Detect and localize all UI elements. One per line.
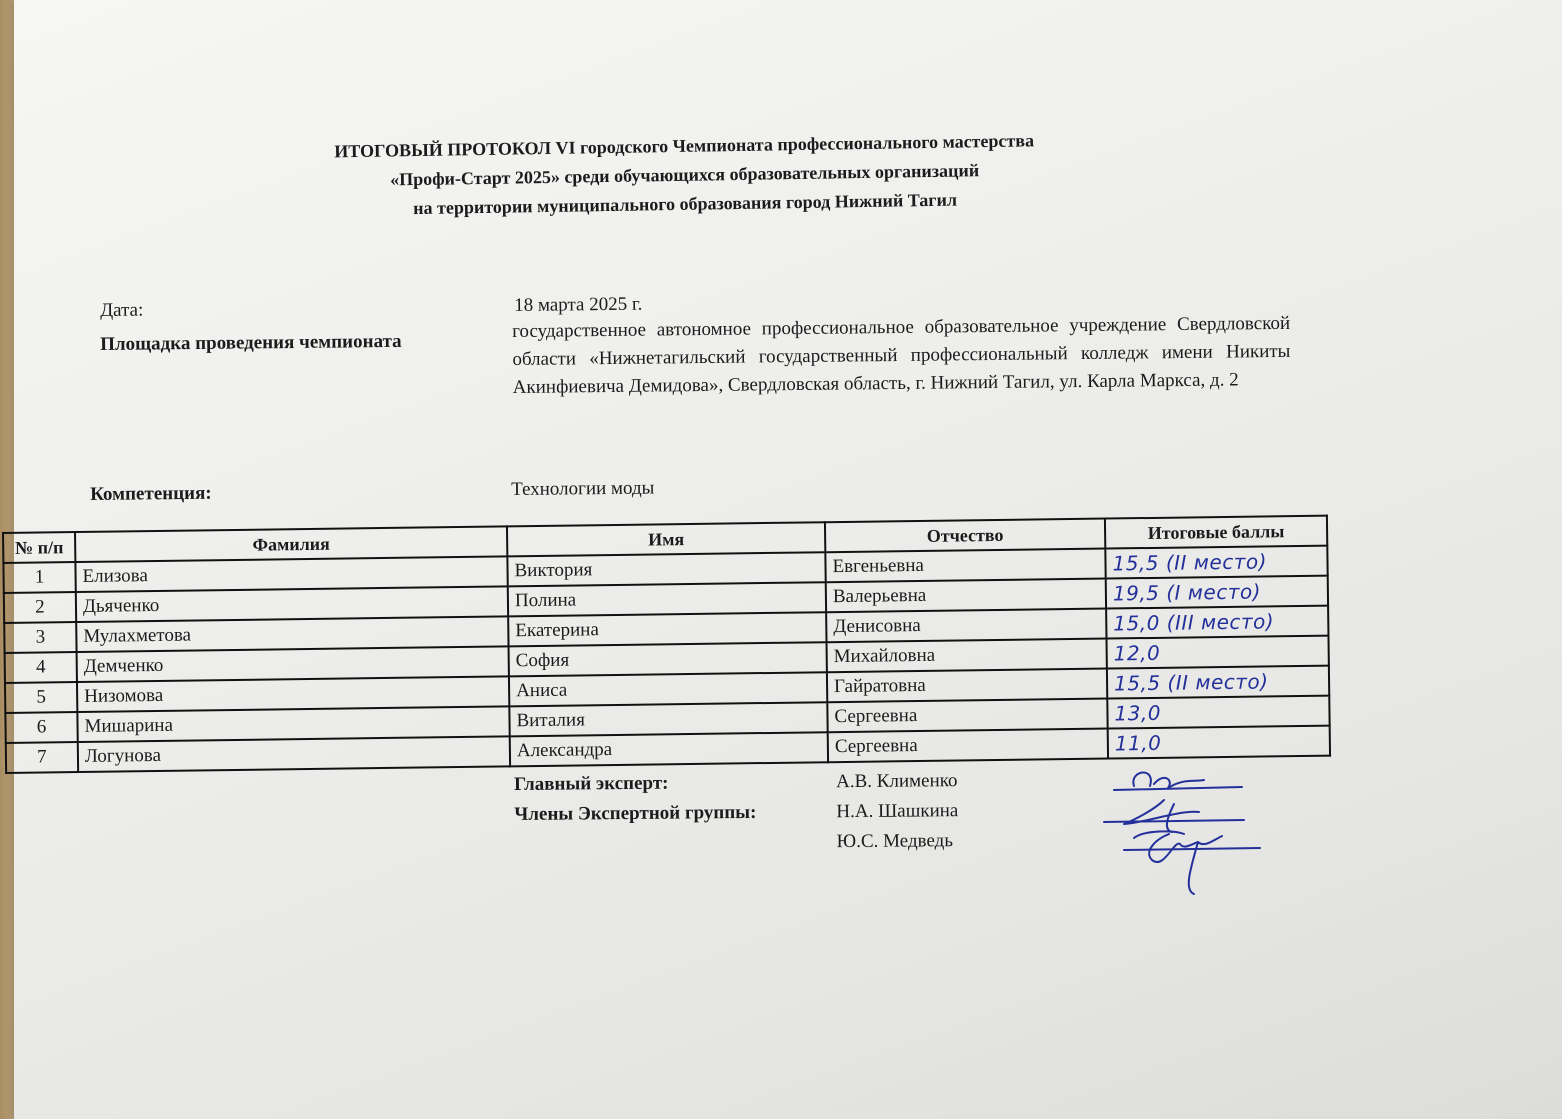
row-number: 2 [4, 592, 76, 623]
row-number: 5 [5, 682, 77, 713]
competence-value: Технологии моды [511, 477, 655, 500]
row-patronymic: Сергеевна [828, 729, 1108, 763]
signature-line-1 [1114, 787, 1242, 790]
row-surname: Елизова [75, 556, 507, 592]
header-surname: Фамилия [75, 526, 507, 562]
handwritten-signatures [1094, 760, 1294, 910]
header-name: Имя [507, 522, 825, 556]
results-table [2, 515, 1331, 774]
title-line-3: на территории муниципального образования город Нижний Тагил [412, 189, 958, 219]
members-row [514, 796, 958, 830]
document-title [164, 124, 1205, 227]
row-number: 1 [3, 562, 75, 593]
date-label: Дата: [100, 299, 144, 321]
title-line-1: ИТОГОВЫЙ ПРОТОКОЛ VI городского Чемпионата профессионального мастерства [334, 130, 1035, 162]
row-score: 11,0 [1108, 726, 1330, 759]
chief-expert-name: А.В. Клименко [836, 770, 958, 793]
chief-expert-label: Главный эксперт: [514, 772, 669, 795]
row-patronymic: Гайратовна [827, 669, 1107, 703]
row-name: Аниса [509, 672, 827, 706]
date-value: 18 марта 2025 г. [514, 293, 643, 316]
row-patronymic: Михайловна [827, 639, 1107, 673]
row-score: 15,5 (II место) [1107, 666, 1329, 699]
row-score: 15,0 (III место) [1106, 606, 1328, 639]
row-name: Екатерина [508, 612, 826, 646]
row-number: 7 [6, 742, 78, 773]
signature-line-3 [1124, 848, 1260, 850]
header-score: Итоговые баллы [1105, 516, 1327, 549]
experts-block [514, 766, 959, 860]
members-row-2 [515, 826, 959, 860]
header-patronymic: Отчество [825, 519, 1105, 553]
signature-chief [1133, 772, 1204, 788]
row-surname: Мулахметова [76, 616, 508, 652]
row-score: 19,5 (I место) [1106, 576, 1328, 609]
row-name: Виктория [507, 552, 825, 586]
row-surname: Низомова [77, 676, 509, 712]
signature-member-1 [1124, 800, 1199, 832]
row-score: 15,5 (II место) [1105, 546, 1327, 579]
row-score: 13,0 [1107, 696, 1329, 729]
results-table-wrap [2, 515, 1331, 774]
row-name: София [509, 642, 827, 676]
competence-label: Компетенция: [90, 482, 212, 505]
row-surname: Демченко [77, 646, 509, 682]
member-name-1: Н.А. Шашкина [836, 800, 959, 823]
row-name: Александра [510, 732, 828, 766]
row-patronymic: Сергеевна [827, 699, 1107, 733]
header-number: № п/п [3, 532, 75, 563]
protocol-sheet [14, 0, 1562, 1119]
venue-label: Площадка проведения чемпионата [100, 330, 402, 355]
row-patronymic: Денисовна [826, 609, 1106, 643]
row-surname: Дьяченко [76, 586, 508, 622]
venue-value: государственное автономное профессиональное образовательное учреждение Свердловской области «Нижнетагильский государственный профессиональный колледж имени Никиты Акинфиевича Демидова», Свердловская область, г. Нижний Тагил, ул. Карла Маркса, д. 2 [512, 312, 1291, 398]
row-surname: Логунова [78, 736, 510, 772]
member-name-2: Ю.С. Медведь [836, 830, 954, 853]
row-patronymic: Валерьевна [826, 579, 1106, 613]
members-label: Члены Экспертной группы: [514, 801, 757, 825]
row-number: 6 [5, 712, 77, 743]
row-surname: Мишарина [77, 706, 509, 742]
row-number: 4 [5, 652, 77, 683]
row-score: 12,0 [1106, 636, 1328, 669]
row-patronymic: Евгеньевна [825, 549, 1105, 583]
signature-line-2 [1104, 820, 1244, 822]
title-line-2: «Профи-Старт 2025» среди обучающихся образовательных организаций [389, 160, 980, 190]
signature-member-2 [1134, 831, 1222, 894]
row-name: Полина [508, 582, 826, 616]
row-number: 3 [4, 622, 76, 653]
chief-expert-row [514, 766, 958, 800]
row-name: Виталия [509, 702, 827, 736]
